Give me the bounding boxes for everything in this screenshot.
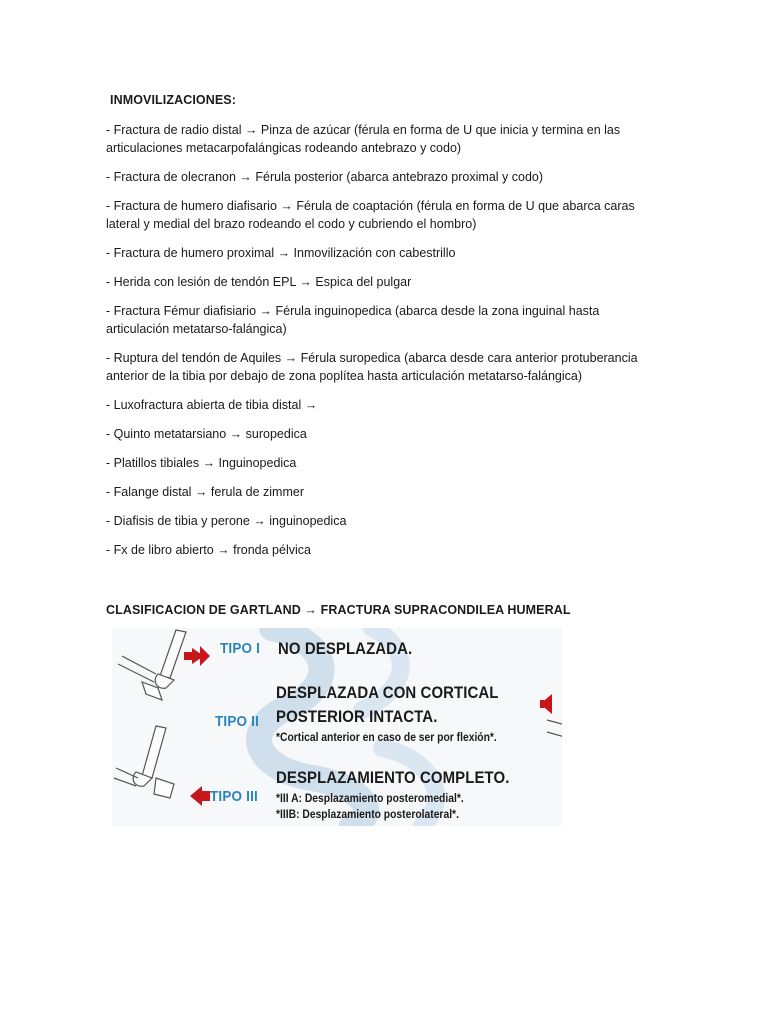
type1-label: TIPO I <box>220 640 261 657</box>
list-item: - Luxofractura abierta de tibia distal → <box>106 398 318 412</box>
list-item: - Diafisis de tibia y perone → inguinopedica <box>106 514 347 528</box>
list-item: - Fractura Fémur diafisiario → Férula inguinopedica (abarca desde la zona inguinal hasta articulación metatarso-falángica) <box>106 304 600 336</box>
type3-note-a: *III A: Desplazamiento posteromedial*. <box>276 791 464 805</box>
type3-description: DESPLAZAMIENTO COMPLETO. <box>276 768 510 787</box>
type2-description-line2: POSTERIOR INTACTA. <box>276 707 438 726</box>
list-item: - Fractura de humero proximal → Inmovilización con cabestrillo <box>106 246 456 260</box>
type1-arrow-icon <box>184 646 210 666</box>
gartland-classification-figure <box>112 628 562 826</box>
list-item: - Falange distal → ferula de zimmer <box>106 485 304 499</box>
type2-note: *Cortical anterior en caso de ser por flexión*. <box>276 730 497 744</box>
heading-inmovilizaciones: INMOVILIZACIONES: <box>110 93 237 107</box>
type3-arrow-icon <box>190 786 210 806</box>
type2-label: TIPO II <box>215 713 260 730</box>
type3-elbow-sketch-icon <box>114 726 174 798</box>
list-item: - Herida con lesión de tendón EPL → Espica del pulgar <box>106 275 412 289</box>
type2-arrow-icon <box>540 694 552 714</box>
type3-note-b: *IIIB: Desplazamiento posterolateral*. <box>276 807 459 821</box>
type2-description-line1: DESPLAZADA CON CORTICAL <box>276 683 499 702</box>
list-item: - Fractura de olecranon → Férula posterior (abarca antebrazo proximal y codo) <box>106 170 544 184</box>
list-item: - Fractura de radio distal → Pinza de azúcar (férula en forma de U que inicia y termina en las articulaciones metacarpofalángicas rodeando antebrazo y codo) <box>106 123 621 155</box>
list-item: - Fx de libro abierto → fronda pélvica <box>106 543 311 557</box>
list-item: - Quinto metatarsiano → suropedica <box>106 427 307 441</box>
immobilization-list <box>106 121 666 570</box>
type1-description: NO DESPLAZADA. <box>278 639 413 658</box>
list-item: - Fractura de humero diafisario → Férula de coaptación (férula en forma de U que abarca caras lateral y medial del brazo rodeando el codo y cubriendo el hombro) <box>106 199 635 231</box>
list-item: - Platillos tibiales → Inguinopedica <box>106 456 297 470</box>
list-item: - Ruptura del tendón de Aquiles → Férula suropedica (abarca desde cara anterior protuberancia anterior de la tibia por debajo de zona poplítea hasta articulación metatarso-falángica) <box>106 351 638 383</box>
type1-elbow-sketch-icon <box>118 630 186 700</box>
type3-label: TIPO III <box>210 788 258 805</box>
heading-gartland: CLASIFICACION DE GARTLAND → FRACTURA SUPRACONDILEA HUMERAL <box>106 603 571 617</box>
